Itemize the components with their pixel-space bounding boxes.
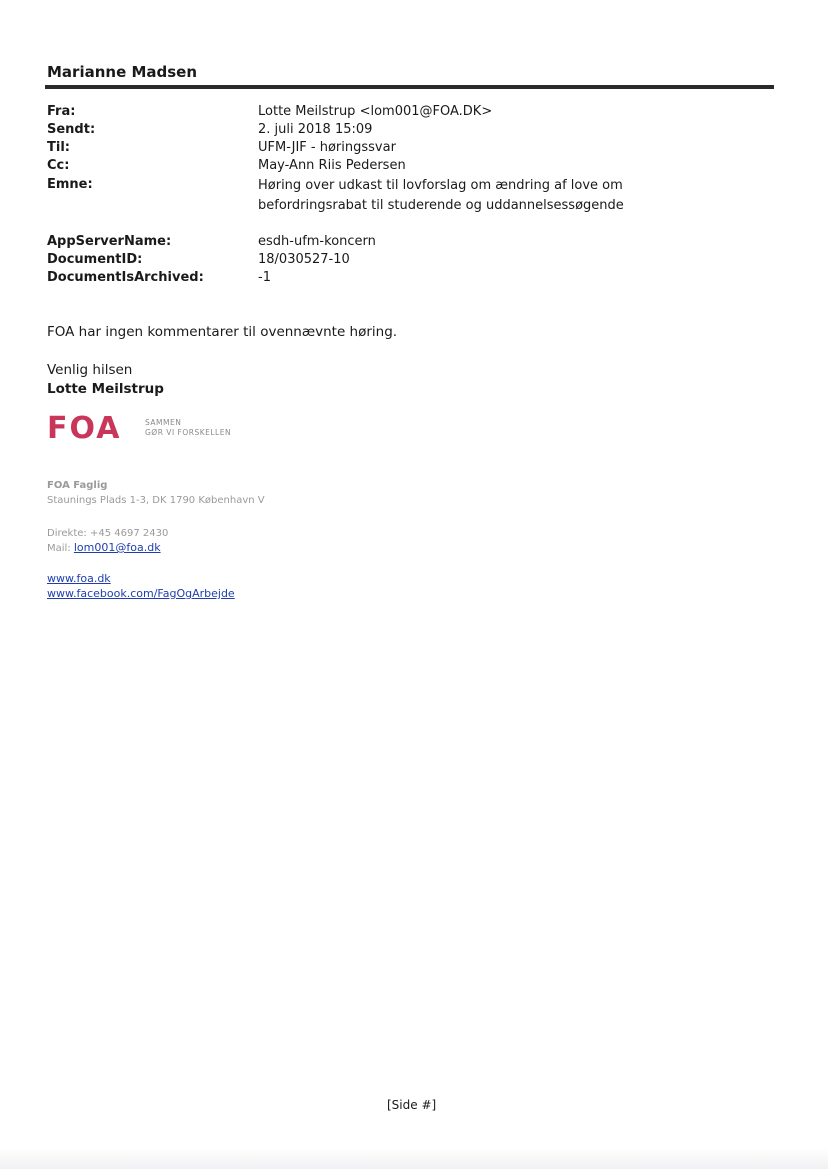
facebook-link[interactable]: www.facebook.com/FagOgArbejde [47, 587, 235, 600]
logo-wordmark: FOA [47, 411, 122, 446]
foa-website-link[interactable]: www.foa.dk [47, 572, 111, 585]
header-rule [45, 85, 774, 89]
header-cc-label: Cc: [47, 158, 70, 173]
meta-appserver-value: esdh-ufm-koncern [258, 234, 376, 249]
header-subject-value: Høring over udkast til lovforslag om ændring af love om befordringsrabat til studerende og uddannelsessøgende [258, 178, 624, 213]
direct-number: +45 4697 2430 [89, 528, 169, 539]
header-from-value: Lotte Meilstrup <lom001@FOA.DK> [258, 104, 493, 119]
org-name: FOA Faglig [47, 480, 108, 491]
meta-appserver-label: AppServerName: [47, 234, 172, 249]
header-to-label: Til: [47, 140, 70, 155]
header-from-label: Fra: [47, 104, 76, 119]
mail-link[interactable]: lom001@foa.dk [73, 541, 161, 554]
header-sent-value: 2. juli 2018 15:09 [258, 122, 373, 137]
direct-label: Direkte: [47, 528, 87, 539]
sender-name: Marianne Madsen [47, 63, 198, 81]
meta-archived-value: -1 [258, 270, 271, 285]
logo-tagline [145, 418, 285, 438]
header-subject-label: Emne: [47, 177, 93, 192]
header-sent-label: Sendt: [47, 122, 96, 137]
meta-documentid-label: DocumentID: [47, 252, 143, 267]
logo-tagline-line-1: SAMMEN [145, 418, 182, 427]
header-to-value: UFM-JIF - høringssvar [258, 140, 396, 155]
org-mail-line [47, 541, 161, 556]
closing-text: Venlig hilsen [47, 362, 133, 378]
scan-edge [0, 1148, 828, 1169]
header-cc-value: May-Ann Riis Pedersen [258, 158, 406, 173]
message-text: FOA har ingen kommentarer til ovennævnte høring. [47, 324, 398, 340]
meta-documentid-value: 18/030527-10 [258, 252, 350, 267]
signature-name: Lotte Meilstrup [47, 381, 164, 397]
org-address: Staunings Plads 1-3, DK 1790 København V [47, 495, 265, 506]
logo-tagline-line-2: GØR VI FORSKELLEN [145, 428, 232, 437]
mail-label: Mail: [47, 543, 71, 554]
org-direct-line [47, 527, 168, 541]
meta-archived-label: DocumentIsArchived: [47, 270, 204, 285]
page-footer: [Side #] [387, 1098, 437, 1112]
